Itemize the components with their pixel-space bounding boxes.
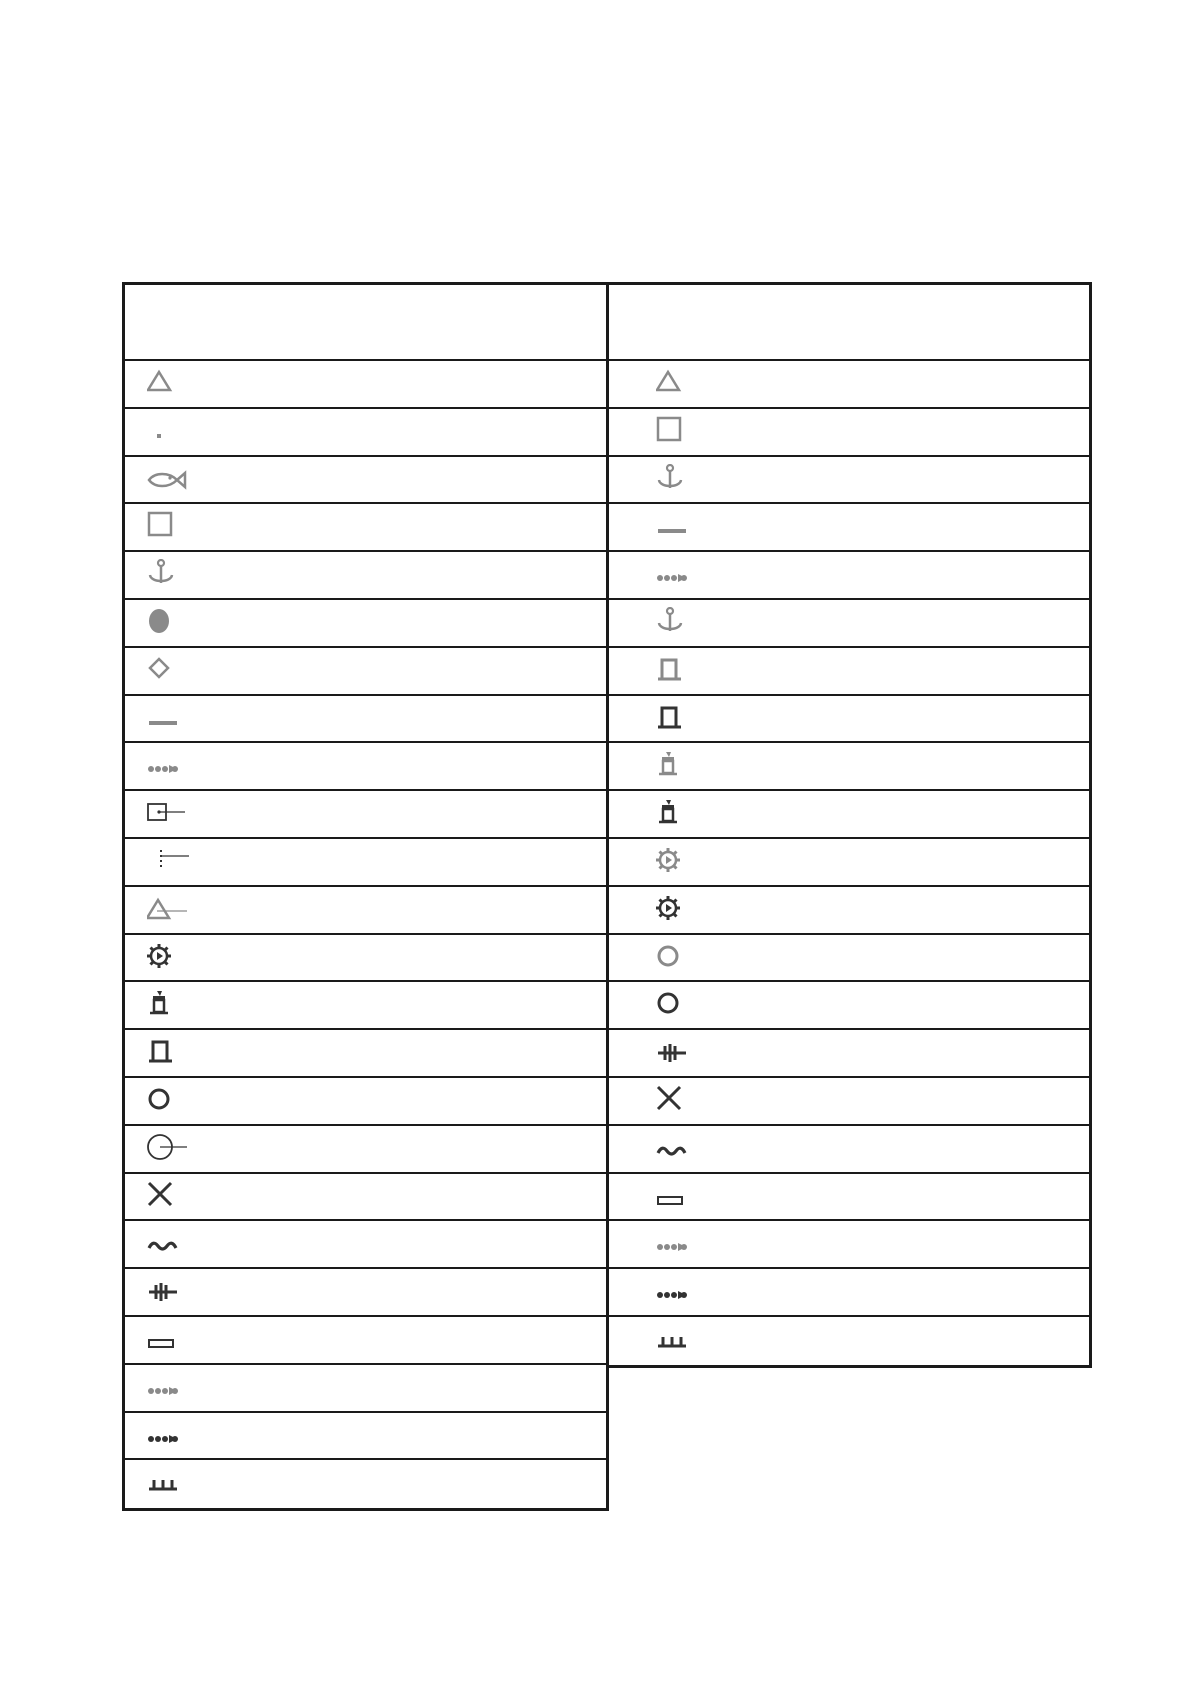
table-row: [609, 1174, 1089, 1222]
table-row: [609, 600, 1089, 648]
dotted-line-dark-icon: [656, 1276, 704, 1308]
rectangle-outline-dark-icon: [656, 1181, 704, 1213]
table-row: [125, 839, 606, 887]
table-row: [609, 935, 1089, 983]
table-row: [125, 887, 606, 935]
table-row: [125, 600, 606, 648]
table-row: [125, 457, 606, 505]
table-row: [609, 1030, 1089, 1078]
table-row: [609, 1221, 1089, 1269]
table-row: [125, 552, 606, 600]
table-row: [609, 1317, 1089, 1365]
table-row: [125, 1078, 606, 1126]
table-row: [125, 1460, 606, 1508]
table-row: [125, 409, 606, 457]
wave-dark-icon: [147, 1228, 195, 1260]
comb-dark-icon: [147, 1467, 195, 1499]
table-row: [609, 1078, 1089, 1126]
anchor-gray-icon: [656, 607, 704, 639]
triangle-outline-gray-icon: [656, 368, 704, 400]
square-outline-gray-icon: [656, 416, 704, 448]
table-row: [125, 791, 606, 839]
dotted-line-dark-icon: [147, 1420, 195, 1452]
beacon-tower-gray-icon: [656, 750, 704, 782]
table-header-right: [609, 285, 1089, 361]
circle-with-line-dark-icon: [147, 1133, 195, 1165]
table-row: [125, 1221, 606, 1269]
beacon-tower-dark-icon: [656, 798, 704, 830]
table-row: [609, 743, 1089, 791]
circle-outline-dark-icon: [656, 989, 704, 1021]
table-row: [609, 791, 1089, 839]
gear-gray-icon: [656, 846, 704, 878]
table-row: [609, 982, 1089, 1030]
dash-gray-icon: [656, 511, 704, 543]
table-row: [125, 1317, 606, 1365]
dotted-line-gray-icon: [147, 1372, 195, 1404]
dotted-line-gray-icon: [147, 750, 195, 782]
table-row: [125, 1413, 606, 1461]
table-rows-left: [125, 361, 606, 1508]
fish-gray-icon: [147, 464, 195, 496]
diamond-outline-gray-icon: [147, 655, 195, 687]
circle-outline-gray-icon: [656, 942, 704, 974]
dotted-line-gray-icon: [656, 559, 704, 591]
table-row: [609, 457, 1089, 505]
dash-gray-icon: [147, 703, 195, 735]
rectangle-outline-dark-icon: [147, 1324, 195, 1356]
table-row: [125, 1126, 606, 1174]
circle-outline-dark-icon: [147, 1085, 195, 1117]
table-row: [125, 935, 606, 983]
table-row: [609, 504, 1089, 552]
triangle-outline-gray-icon: [147, 368, 195, 400]
dotted-line-gray-icon: [656, 1228, 704, 1260]
anchor-gray-icon: [656, 464, 704, 496]
small-dot-gray-icon: [147, 416, 195, 448]
dotted-vertical-with-line-dark-icon: [147, 846, 195, 878]
table-row: [125, 504, 606, 552]
gate-dark-icon: [147, 1037, 195, 1069]
beacon-tower-dark-icon: [147, 989, 195, 1021]
filled-oval-gray-icon: [147, 607, 195, 639]
table-row: [609, 696, 1089, 744]
table-row: [609, 887, 1089, 935]
table-row: [609, 1126, 1089, 1174]
legend-table-left: [122, 282, 609, 1511]
hatched-line-dark-icon: [656, 1037, 704, 1069]
table-row: [125, 1030, 606, 1078]
table-row: [125, 1365, 606, 1413]
table-header-left: [125, 285, 606, 361]
table-row: [125, 361, 606, 409]
table-row: [609, 361, 1089, 409]
table-rows-right: [609, 361, 1089, 1365]
cross-x-dark-icon: [656, 1085, 704, 1117]
hatched-line-dark-icon: [147, 1276, 195, 1308]
gear-dark-icon: [147, 942, 195, 974]
table-row: [125, 1174, 606, 1222]
square-with-line-dark-icon: [147, 798, 195, 830]
gear-dark-icon: [656, 894, 704, 926]
table-row: [609, 552, 1089, 600]
table-row: [125, 696, 606, 744]
table-row: [609, 839, 1089, 887]
square-outline-gray-icon: [147, 511, 195, 543]
gate-gray-icon: [656, 655, 704, 687]
cross-x-dark-icon: [147, 1181, 195, 1213]
comb-dark-icon: [656, 1324, 704, 1356]
table-row: [609, 648, 1089, 696]
table-row: [125, 982, 606, 1030]
wave-dark-icon: [656, 1133, 704, 1165]
triangle-with-line-gray-icon: [147, 894, 195, 926]
table-row: [609, 409, 1089, 457]
table-row: [125, 1269, 606, 1317]
table-row: [609, 1269, 1089, 1317]
legend-table-right: [606, 282, 1092, 1368]
anchor-gray-icon: [147, 559, 195, 591]
gate-dark-icon: [656, 703, 704, 735]
table-row: [125, 648, 606, 696]
table-row: [125, 743, 606, 791]
